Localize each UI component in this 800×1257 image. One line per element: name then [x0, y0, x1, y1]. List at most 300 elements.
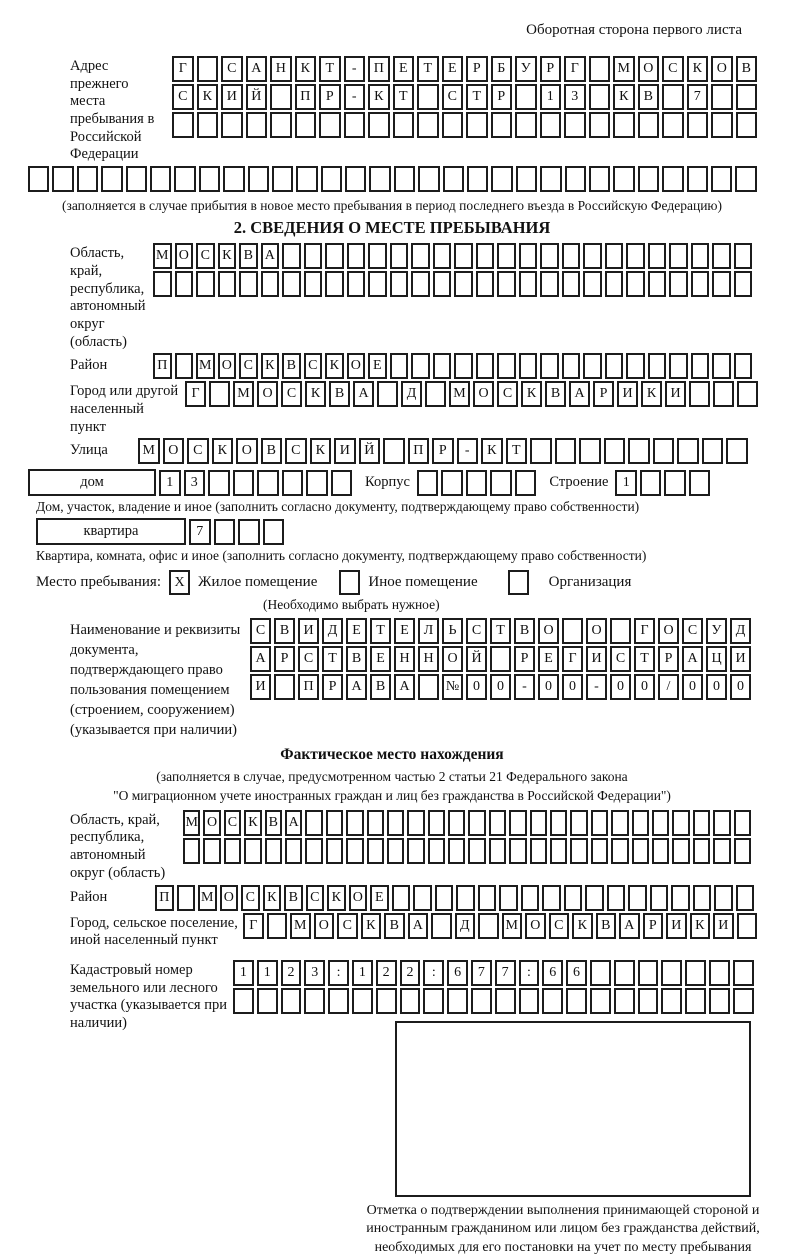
char-cell[interactable]	[417, 112, 439, 138]
char-cell[interactable]: В	[329, 381, 350, 407]
char-cell[interactable]: 3	[304, 960, 325, 986]
char-cell[interactable]: Т	[319, 56, 341, 82]
char-cell[interactable]	[478, 913, 499, 939]
char-cell[interactable]	[282, 271, 301, 297]
char-cell[interactable]: Ц	[706, 646, 727, 672]
char-cell[interactable]: П	[155, 885, 174, 911]
char-cell[interactable]	[691, 271, 710, 297]
char-cell[interactable]	[564, 885, 583, 911]
char-cell[interactable]	[246, 112, 268, 138]
char-cell[interactable]	[530, 438, 552, 464]
char-cell[interactable]: С	[610, 646, 631, 672]
char-cell[interactable]	[734, 271, 753, 297]
char-cell[interactable]	[628, 438, 650, 464]
char-cell[interactable]: П	[295, 84, 317, 110]
char-cell[interactable]	[476, 271, 495, 297]
char-cell[interactable]	[583, 353, 602, 379]
char-cell[interactable]	[550, 838, 567, 864]
char-cell[interactable]: Р	[491, 84, 513, 110]
char-cell[interactable]	[713, 810, 730, 836]
char-cell[interactable]	[519, 271, 538, 297]
char-cell[interactable]	[448, 838, 465, 864]
char-cell[interactable]: Й	[359, 438, 381, 464]
char-cell[interactable]: С	[466, 618, 487, 644]
char-cell[interactable]	[411, 271, 430, 297]
char-cell[interactable]	[540, 166, 561, 192]
char-cell[interactable]: В	[596, 913, 617, 939]
char-cell[interactable]	[417, 84, 439, 110]
char-cell[interactable]: А	[285, 810, 302, 836]
char-cell[interactable]: 1	[159, 470, 181, 496]
char-cell[interactable]	[712, 271, 731, 297]
char-cell[interactable]: О	[220, 885, 239, 911]
char-cell[interactable]: Т	[634, 646, 655, 672]
char-cell[interactable]: О	[175, 243, 194, 269]
char-cell[interactable]: Й	[466, 646, 487, 672]
char-cell[interactable]: С	[285, 438, 307, 464]
char-cell[interactable]	[325, 271, 344, 297]
char-cell[interactable]: А	[353, 381, 374, 407]
char-cell[interactable]: Т	[466, 84, 488, 110]
char-cell[interactable]	[685, 960, 706, 986]
char-cell[interactable]: С	[682, 618, 703, 644]
char-cell[interactable]	[542, 988, 563, 1014]
char-cell[interactable]: В	[274, 618, 295, 644]
char-cell[interactable]: Е	[393, 56, 415, 82]
char-cell[interactable]	[367, 810, 384, 836]
char-cell[interactable]: Ь	[442, 618, 463, 644]
char-cell[interactable]	[570, 810, 587, 836]
char-cell[interactable]: С	[306, 885, 325, 911]
char-cell[interactable]	[491, 112, 513, 138]
char-cell[interactable]	[282, 243, 301, 269]
char-cell[interactable]: Р	[319, 84, 341, 110]
char-cell[interactable]	[613, 166, 634, 192]
char-cell[interactable]	[218, 271, 237, 297]
char-cell[interactable]: П	[408, 438, 430, 464]
char-cell[interactable]	[407, 838, 424, 864]
char-cell[interactable]	[589, 166, 610, 192]
char-cell[interactable]	[589, 84, 611, 110]
char-cell[interactable]	[583, 271, 602, 297]
char-cell[interactable]	[733, 988, 754, 1014]
char-cell[interactable]: У	[515, 56, 537, 82]
char-cell[interactable]: Г	[634, 618, 655, 644]
char-cell[interactable]	[466, 112, 488, 138]
char-cell[interactable]	[285, 838, 302, 864]
char-cell[interactable]: П	[298, 674, 319, 700]
char-cell[interactable]	[530, 810, 547, 836]
char-cell[interactable]	[585, 885, 604, 911]
char-cell[interactable]: Н	[394, 646, 415, 672]
char-cell[interactable]	[326, 810, 343, 836]
char-cell[interactable]: 1	[615, 470, 637, 496]
char-cell[interactable]	[590, 988, 611, 1014]
char-cell[interactable]: 7	[471, 960, 492, 986]
char-cell[interactable]	[418, 674, 439, 700]
checkbox-other-premises[interactable]	[339, 570, 360, 595]
char-cell[interactable]: М	[196, 353, 215, 379]
char-cell[interactable]	[347, 271, 366, 297]
char-cell[interactable]	[433, 353, 452, 379]
char-cell[interactable]	[261, 271, 280, 297]
char-cell[interactable]: И	[617, 381, 638, 407]
char-cell[interactable]	[589, 112, 611, 138]
char-cell[interactable]	[490, 646, 511, 672]
char-cell[interactable]: С	[221, 56, 243, 82]
char-cell[interactable]: С	[304, 353, 323, 379]
checkbox-organization[interactable]	[508, 570, 529, 595]
char-cell[interactable]	[257, 470, 279, 496]
char-cell[interactable]	[614, 988, 635, 1014]
char-cell[interactable]: К	[263, 885, 282, 911]
char-cell[interactable]: К	[521, 381, 542, 407]
char-cell[interactable]: М	[198, 885, 217, 911]
char-cell[interactable]: К	[690, 913, 711, 939]
char-cell[interactable]: И	[298, 618, 319, 644]
char-cell[interactable]	[172, 112, 194, 138]
char-cell[interactable]: Т	[417, 56, 439, 82]
char-cell[interactable]	[669, 243, 688, 269]
char-cell[interactable]: Н	[418, 646, 439, 672]
char-cell[interactable]	[564, 112, 586, 138]
char-cell[interactable]	[305, 810, 322, 836]
char-cell[interactable]: :	[519, 960, 540, 986]
char-cell[interactable]	[183, 838, 200, 864]
char-cell[interactable]: К	[244, 810, 261, 836]
char-cell[interactable]: К	[261, 353, 280, 379]
char-cell[interactable]: В	[370, 674, 391, 700]
char-cell[interactable]: 2	[376, 960, 397, 986]
char-cell[interactable]	[497, 271, 516, 297]
char-cell[interactable]	[713, 381, 734, 407]
char-cell[interactable]: Н	[270, 56, 292, 82]
char-cell[interactable]: О	[349, 885, 368, 911]
char-cell[interactable]	[519, 243, 538, 269]
char-cell[interactable]	[208, 470, 230, 496]
char-cell[interactable]: В	[265, 810, 282, 836]
char-cell[interactable]	[689, 381, 710, 407]
char-cell[interactable]: 7	[495, 960, 516, 986]
char-cell[interactable]	[209, 381, 230, 407]
char-cell[interactable]: С	[250, 618, 271, 644]
char-cell[interactable]	[267, 913, 288, 939]
char-cell[interactable]: И	[665, 381, 686, 407]
char-cell[interactable]	[583, 243, 602, 269]
char-cell[interactable]	[325, 243, 344, 269]
char-cell[interactable]	[562, 353, 581, 379]
char-cell[interactable]: 7	[687, 84, 709, 110]
char-cell[interactable]	[497, 243, 516, 269]
char-cell[interactable]	[638, 988, 659, 1014]
char-cell[interactable]	[411, 243, 430, 269]
char-cell[interactable]: 0	[730, 674, 751, 700]
char-cell[interactable]: Г	[243, 913, 264, 939]
char-cell[interactable]: М	[233, 381, 254, 407]
char-cell[interactable]	[495, 988, 516, 1014]
char-cell[interactable]: К	[295, 56, 317, 82]
char-cell[interactable]	[662, 84, 684, 110]
char-cell[interactable]: Р	[322, 674, 343, 700]
char-cell[interactable]	[669, 271, 688, 297]
char-cell[interactable]: О	[257, 381, 278, 407]
char-cell[interactable]: К	[613, 84, 635, 110]
char-cell[interactable]	[661, 960, 682, 986]
char-cell[interactable]: 0	[634, 674, 655, 700]
char-cell[interactable]	[519, 353, 538, 379]
char-cell[interactable]	[239, 271, 258, 297]
char-cell[interactable]: Р	[274, 646, 295, 672]
char-cell[interactable]	[174, 166, 195, 192]
char-cell[interactable]	[448, 810, 465, 836]
char-cell[interactable]: С	[187, 438, 209, 464]
char-cell[interactable]: Р	[432, 438, 454, 464]
char-cell[interactable]	[509, 810, 526, 836]
char-cell[interactable]: В	[545, 381, 566, 407]
char-cell[interactable]	[28, 166, 49, 192]
char-cell[interactable]: А	[619, 913, 640, 939]
char-cell[interactable]	[443, 166, 464, 192]
char-cell[interactable]: Т	[506, 438, 528, 464]
char-cell[interactable]	[153, 271, 172, 297]
char-cell[interactable]: 2	[400, 960, 421, 986]
char-cell[interactable]	[428, 810, 445, 836]
char-cell[interactable]	[352, 988, 373, 1014]
char-cell[interactable]: Л	[418, 618, 439, 644]
char-cell[interactable]	[466, 470, 488, 496]
char-cell[interactable]: А	[250, 646, 271, 672]
char-cell[interactable]	[490, 470, 512, 496]
char-cell[interactable]: К	[481, 438, 503, 464]
char-cell[interactable]	[491, 166, 512, 192]
char-cell[interactable]	[516, 166, 537, 192]
char-cell[interactable]	[605, 353, 624, 379]
char-cell[interactable]	[177, 885, 196, 911]
char-cell[interactable]	[431, 913, 452, 939]
char-cell[interactable]	[471, 988, 492, 1014]
char-cell[interactable]: К	[641, 381, 662, 407]
char-cell[interactable]	[326, 838, 343, 864]
char-cell[interactable]: С	[549, 913, 570, 939]
char-cell[interactable]	[244, 838, 261, 864]
char-cell[interactable]	[263, 519, 285, 545]
char-cell[interactable]	[319, 112, 341, 138]
char-cell[interactable]	[347, 243, 366, 269]
char-cell[interactable]	[468, 810, 485, 836]
char-cell[interactable]	[626, 271, 645, 297]
char-cell[interactable]: К	[361, 913, 382, 939]
char-cell[interactable]: 1	[540, 84, 562, 110]
char-cell[interactable]	[591, 838, 608, 864]
char-cell[interactable]: М	[613, 56, 635, 82]
char-cell[interactable]	[346, 838, 363, 864]
char-cell[interactable]	[270, 84, 292, 110]
char-cell[interactable]	[515, 112, 537, 138]
char-cell[interactable]: С	[497, 381, 518, 407]
char-cell[interactable]	[685, 988, 706, 1014]
char-cell[interactable]: О	[525, 913, 546, 939]
char-cell[interactable]: В	[384, 913, 405, 939]
char-cell[interactable]: С	[662, 56, 684, 82]
char-cell[interactable]	[672, 838, 689, 864]
char-cell[interactable]	[691, 353, 710, 379]
char-cell[interactable]: Е	[394, 618, 415, 644]
char-cell[interactable]: Й	[246, 84, 268, 110]
char-cell[interactable]	[550, 810, 567, 836]
char-cell[interactable]	[270, 112, 292, 138]
char-cell[interactable]: 3	[184, 470, 206, 496]
char-cell[interactable]: 0	[682, 674, 703, 700]
char-cell[interactable]: И	[730, 646, 751, 672]
char-cell[interactable]	[736, 885, 755, 911]
char-cell[interactable]	[150, 166, 171, 192]
char-cell[interactable]: В	[638, 84, 660, 110]
apartment-type-box[interactable]: квартира	[36, 518, 186, 545]
char-cell[interactable]	[713, 838, 730, 864]
char-cell[interactable]	[638, 166, 659, 192]
char-cell[interactable]	[737, 913, 758, 939]
char-cell[interactable]	[590, 960, 611, 986]
char-cell[interactable]: С	[281, 381, 302, 407]
char-cell[interactable]	[562, 243, 581, 269]
char-cell[interactable]	[566, 988, 587, 1014]
char-cell[interactable]	[626, 353, 645, 379]
char-cell[interactable]	[196, 271, 215, 297]
char-cell[interactable]	[605, 271, 624, 297]
char-cell[interactable]	[321, 166, 342, 192]
char-cell[interactable]: О	[218, 353, 237, 379]
char-cell[interactable]	[368, 271, 387, 297]
char-cell[interactable]	[607, 885, 626, 911]
char-cell[interactable]	[579, 438, 601, 464]
char-cell[interactable]	[368, 112, 390, 138]
checkbox-residential[interactable]: X	[169, 570, 190, 595]
char-cell[interactable]	[540, 353, 559, 379]
char-cell[interactable]	[714, 885, 733, 911]
char-cell[interactable]	[281, 988, 302, 1014]
char-cell[interactable]	[509, 838, 526, 864]
char-cell[interactable]	[628, 885, 647, 911]
char-cell[interactable]: 1	[257, 960, 278, 986]
char-cell[interactable]: Е	[368, 353, 387, 379]
char-cell[interactable]: А	[261, 243, 280, 269]
char-cell[interactable]	[736, 84, 758, 110]
char-cell[interactable]	[632, 838, 649, 864]
char-cell[interactable]	[224, 838, 241, 864]
char-cell[interactable]: И	[713, 913, 734, 939]
char-cell[interactable]	[671, 885, 690, 911]
char-cell[interactable]	[605, 243, 624, 269]
char-cell[interactable]	[441, 470, 463, 496]
char-cell[interactable]	[638, 960, 659, 986]
char-cell[interactable]: Е	[442, 56, 464, 82]
char-cell[interactable]	[435, 885, 454, 911]
char-cell[interactable]	[650, 885, 669, 911]
char-cell[interactable]	[274, 674, 295, 700]
char-cell[interactable]: Д	[730, 618, 751, 644]
char-cell[interactable]: Т	[393, 84, 415, 110]
char-cell[interactable]	[614, 960, 635, 986]
char-cell[interactable]: :	[328, 960, 349, 986]
char-cell[interactable]	[447, 988, 468, 1014]
char-cell[interactable]: Т	[370, 618, 391, 644]
char-cell[interactable]	[394, 166, 415, 192]
char-cell[interactable]	[454, 243, 473, 269]
char-cell[interactable]: О	[236, 438, 258, 464]
char-cell[interactable]: М	[290, 913, 311, 939]
char-cell[interactable]: С	[172, 84, 194, 110]
char-cell[interactable]: О	[658, 618, 679, 644]
char-cell[interactable]	[411, 353, 430, 379]
char-cell[interactable]	[611, 810, 628, 836]
char-cell[interactable]	[390, 271, 409, 297]
char-cell[interactable]	[652, 838, 669, 864]
char-cell[interactable]: Р	[466, 56, 488, 82]
char-cell[interactable]	[387, 810, 404, 836]
char-cell[interactable]: И	[334, 438, 356, 464]
char-cell[interactable]: А	[346, 674, 367, 700]
char-cell[interactable]	[454, 271, 473, 297]
char-cell[interactable]: -	[586, 674, 607, 700]
char-cell[interactable]	[390, 243, 409, 269]
char-cell[interactable]	[400, 988, 421, 1014]
char-cell[interactable]	[442, 112, 464, 138]
char-cell[interactable]	[423, 988, 444, 1014]
char-cell[interactable]	[203, 838, 220, 864]
char-cell[interactable]: К	[197, 84, 219, 110]
char-cell[interactable]: М	[449, 381, 470, 407]
char-cell[interactable]: О	[314, 913, 335, 939]
char-cell[interactable]	[687, 112, 709, 138]
char-cell[interactable]	[489, 810, 506, 836]
char-cell[interactable]: В	[346, 646, 367, 672]
char-cell[interactable]: К	[327, 885, 346, 911]
char-cell[interactable]	[272, 166, 293, 192]
char-cell[interactable]	[383, 438, 405, 464]
char-cell[interactable]: М	[502, 913, 523, 939]
char-cell[interactable]	[346, 810, 363, 836]
char-cell[interactable]: -	[514, 674, 535, 700]
char-cell[interactable]: О	[203, 810, 220, 836]
char-cell[interactable]: Е	[370, 646, 391, 672]
char-cell[interactable]	[369, 166, 390, 192]
char-cell[interactable]	[604, 438, 626, 464]
char-cell[interactable]: -	[457, 438, 479, 464]
char-cell[interactable]	[613, 112, 635, 138]
char-cell[interactable]: Е	[346, 618, 367, 644]
char-cell[interactable]: К	[212, 438, 234, 464]
char-cell[interactable]: В	[261, 438, 283, 464]
char-cell[interactable]: В	[514, 618, 535, 644]
char-cell[interactable]	[175, 271, 194, 297]
char-cell[interactable]	[295, 112, 317, 138]
char-cell[interactable]: Р	[540, 56, 562, 82]
char-cell[interactable]: 6	[566, 960, 587, 986]
char-cell[interactable]: А	[394, 674, 415, 700]
char-cell[interactable]	[428, 838, 445, 864]
char-cell[interactable]: Р	[658, 646, 679, 672]
char-cell[interactable]	[648, 243, 667, 269]
char-cell[interactable]: М	[153, 243, 172, 269]
char-cell[interactable]	[331, 470, 353, 496]
char-cell[interactable]: К	[310, 438, 332, 464]
char-cell[interactable]	[711, 84, 733, 110]
char-cell[interactable]: О	[586, 618, 607, 644]
char-cell[interactable]	[693, 885, 712, 911]
char-cell[interactable]: Д	[322, 618, 343, 644]
char-cell[interactable]	[570, 838, 587, 864]
char-cell[interactable]: Д	[455, 913, 476, 939]
